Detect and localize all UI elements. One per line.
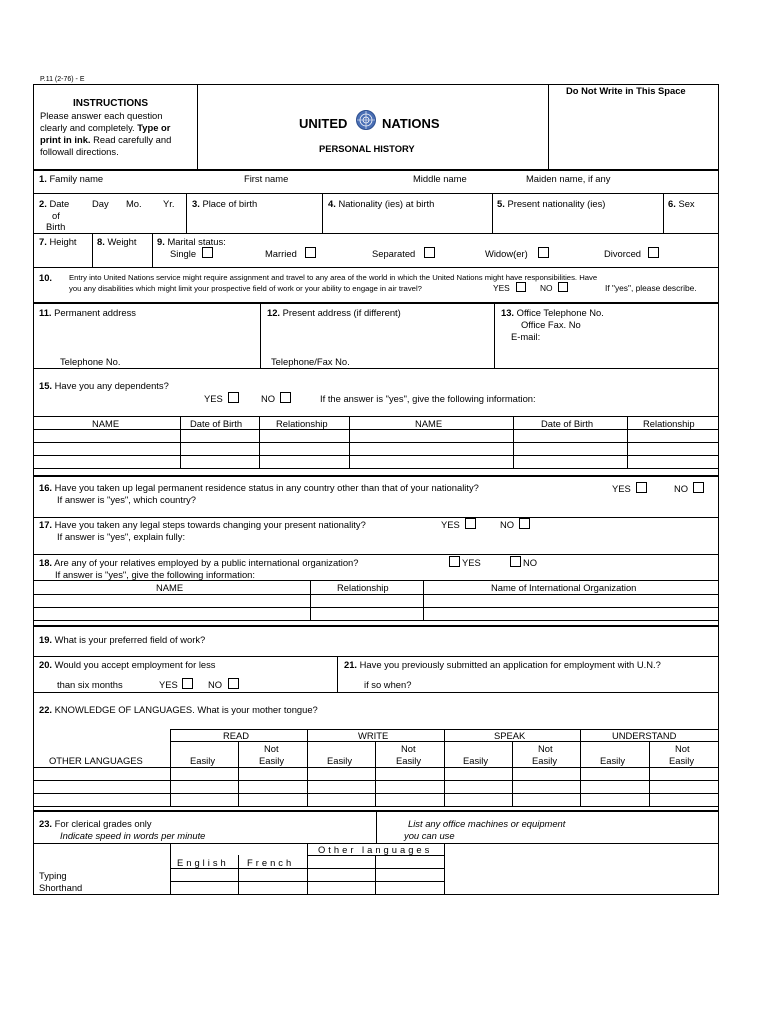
q16-yes-checkbox[interactable] (636, 482, 647, 493)
q3-label: 3. Place of birth (192, 198, 258, 209)
q11-label: 11. Permanent address (39, 307, 136, 318)
q15-col-relationship-2: Relationship (643, 418, 695, 429)
q2-of: of (52, 210, 60, 221)
q22-write-easily: Easily (327, 755, 353, 766)
q1-first-name: First name (244, 173, 289, 184)
q18-yes-label: YES (462, 557, 481, 568)
form-border-left (33, 84, 34, 895)
q13-label: 13. Office Telephone No. (501, 307, 604, 318)
instructions-line: followall directions. (40, 146, 119, 157)
q23-other-languages: Other languages (318, 844, 433, 855)
form-border-bottom (33, 894, 719, 895)
q15-col-name-2: NAME (415, 418, 443, 429)
q16-yes-label: YES (612, 483, 631, 494)
q10-describe: If "yes", please describe. (605, 283, 697, 293)
org-name-left: UNITED (299, 116, 348, 131)
q22-speak-not-easily: Easily (532, 755, 558, 766)
q20-no-checkbox[interactable] (228, 678, 239, 689)
q4-label: 4. Nationality (ies) at birth (328, 198, 435, 209)
q10-yes-label: YES (493, 283, 510, 293)
q22-read-not-easily: Easily (259, 755, 285, 766)
q15-col-dob-2: Date of Birth (541, 418, 594, 429)
q22-read-easily: Easily (190, 755, 216, 766)
q17-no-checkbox[interactable] (519, 518, 530, 529)
q9-divorced-checkbox[interactable] (648, 247, 659, 258)
q6-label: 6. Sex (668, 198, 695, 209)
q15-col-relationship: Relationship (276, 418, 328, 429)
do-not-write-label: Do Not Write in This Space (566, 85, 686, 96)
q22-understand: UNDERSTAND (612, 730, 677, 741)
q22-label: 22. KNOWLEDGE OF LANGUAGES. What is your mother tongue? (39, 704, 318, 715)
q18-no-checkbox[interactable] (510, 556, 521, 567)
q10-no-label: NO (540, 283, 553, 293)
q20-label: 20. Would you accept employment for less (39, 659, 216, 670)
instructions-line: clearly and completely. Type or (40, 122, 171, 133)
q22-speak: SPEAK (494, 730, 526, 741)
q9-label: 9. Marital status: (157, 236, 226, 247)
q9-separated-label: Separated (372, 248, 416, 259)
q15-col-dob: Date of Birth (190, 418, 243, 429)
q22-understand-not: Not (675, 743, 690, 754)
q22-understand-easily: Easily (600, 755, 626, 766)
q1-label: 1. Family name (39, 173, 104, 184)
q15-no-label: NO (261, 393, 276, 404)
q18-col-name: NAME (156, 582, 184, 593)
q17-line2: If answer is "yes", explain fully: (57, 531, 186, 542)
q18-label: 18. Are any of your relatives employed by a public international organization? (39, 557, 359, 568)
q10-line1: Entry into United Nations service might require assignment and travel to any area of the world in which the United Nations might have responsibilities. Have (69, 273, 598, 282)
instructions-line: Please answer each question (40, 110, 163, 121)
q9-single-label: Single (170, 248, 197, 259)
q23-shorthand: Shorthand (39, 882, 83, 893)
q20-yes-label: YES (159, 679, 178, 690)
q8-label: 8. Weight (97, 236, 137, 247)
q22-speak-easily: Easily (463, 755, 489, 766)
q1-maiden-name: Maiden name, if any (526, 173, 611, 184)
form-border-right (718, 84, 719, 895)
q9-separated-checkbox[interactable] (424, 247, 435, 258)
q15-no-checkbox[interactable] (280, 392, 291, 403)
q23-machines-line2: you can use (404, 830, 455, 841)
q21-label: 21. Have you previously submitted an application for employment with U.N.? (344, 659, 661, 670)
q22-understand-not-easily: Easily (669, 755, 695, 766)
q15-label: 15. Have you any dependents? (39, 380, 169, 391)
q2-year: Yr. (163, 198, 175, 209)
q23-typing: Typing (39, 870, 67, 881)
q20-line2: than six months (57, 679, 123, 690)
q5-label: 5. Present nationality (ies) (497, 198, 606, 209)
q15-col-name: NAME (92, 418, 120, 429)
q22-write-not-easily: Easily (396, 755, 422, 766)
q17-label: 17. Have you taken any legal steps towards changing your present nationality? (39, 519, 366, 530)
q9-widow-label: Widow(er) (485, 248, 528, 259)
q11-phone: Telephone No. (60, 356, 121, 367)
q17-yes-checkbox[interactable] (465, 518, 476, 529)
q19-label: 19. What is your preferred field of work? (39, 634, 206, 645)
q15-yes-label: YES (204, 393, 223, 404)
q23-speed: Indicate speed in words per minute (60, 830, 206, 841)
q22-other-languages: OTHER LANGUAGES (49, 755, 143, 766)
q10-no-checkbox[interactable] (558, 282, 568, 292)
q2-birth: Birth (46, 221, 66, 232)
q2-label: 2. Date (39, 198, 70, 209)
q16-label: 16. Have you taken up legal permanent residence status in any country other than that of your nationality? (39, 482, 479, 493)
instructions-line: print in ink. Read carefully and (40, 134, 172, 145)
q17-no-label: NO (500, 519, 515, 530)
q22-write: WRITE (358, 730, 389, 741)
q10-num: 10. (39, 272, 53, 283)
q12-phone: Telephone/Fax No. (271, 356, 350, 367)
q9-widow-checkbox[interactable] (538, 247, 549, 258)
q23-label: 23. For clerical grades only (39, 818, 152, 829)
q23-french: French (247, 857, 295, 868)
q22-read-not: Not (264, 743, 279, 754)
q22-read: READ (223, 730, 250, 741)
q9-single-checkbox[interactable] (202, 247, 213, 258)
q20-no-label: NO (208, 679, 223, 690)
q10-yes-checkbox[interactable] (516, 282, 526, 292)
un-emblem-icon (355, 109, 377, 131)
q16-no-checkbox[interactable] (693, 482, 704, 493)
q18-no-label: NO (523, 557, 538, 568)
q22-write-not: Not (401, 743, 416, 754)
q10-line2: you any disabilities which might limit your prospective field of work or your ability to engage in air travel? (69, 284, 422, 293)
q17-yes-label: YES (441, 519, 460, 530)
q23-english: English (177, 857, 229, 868)
q9-married-checkbox[interactable] (305, 247, 316, 258)
q18-line2: If answer is "yes", give the following information: (55, 569, 255, 580)
org-name-right: NATIONS (382, 116, 440, 131)
q12-label: 12. Present address (if different) (267, 307, 401, 318)
q18-col-organization: Name of International Organization (491, 582, 637, 593)
q21-line2: if so when? (364, 679, 412, 690)
q13-email: E-mail: (511, 331, 541, 342)
q2-day: Day (92, 198, 109, 209)
q23-machines-line1: List any office machines or equipment (408, 818, 566, 829)
q18-yes-checkbox[interactable] (449, 556, 460, 567)
q13-fax: Office Fax. No (521, 319, 581, 330)
q15-note: If the answer is "yes", give the following information: (320, 393, 536, 404)
q22-speak-not: Not (538, 743, 553, 754)
q2-month: Mo. (126, 198, 142, 209)
form-title: PERSONAL HISTORY (319, 143, 415, 154)
q18-col-relationship: Relationship (337, 582, 389, 593)
form-code: P.11 (2-76) - E (40, 76, 85, 83)
q16-no-label: NO (674, 483, 689, 494)
q7-label: 7. Height (39, 236, 77, 247)
instructions-title: INSTRUCTIONS (73, 98, 148, 109)
q1-middle-name: Middle name (413, 173, 467, 184)
q15-yes-checkbox[interactable] (228, 392, 239, 403)
q9-married-label: Married (265, 248, 297, 259)
q16-line2: If answer is "yes", which country? (57, 494, 196, 505)
q9-divorced-label: Divorced (604, 248, 641, 259)
q20-yes-checkbox[interactable] (182, 678, 193, 689)
